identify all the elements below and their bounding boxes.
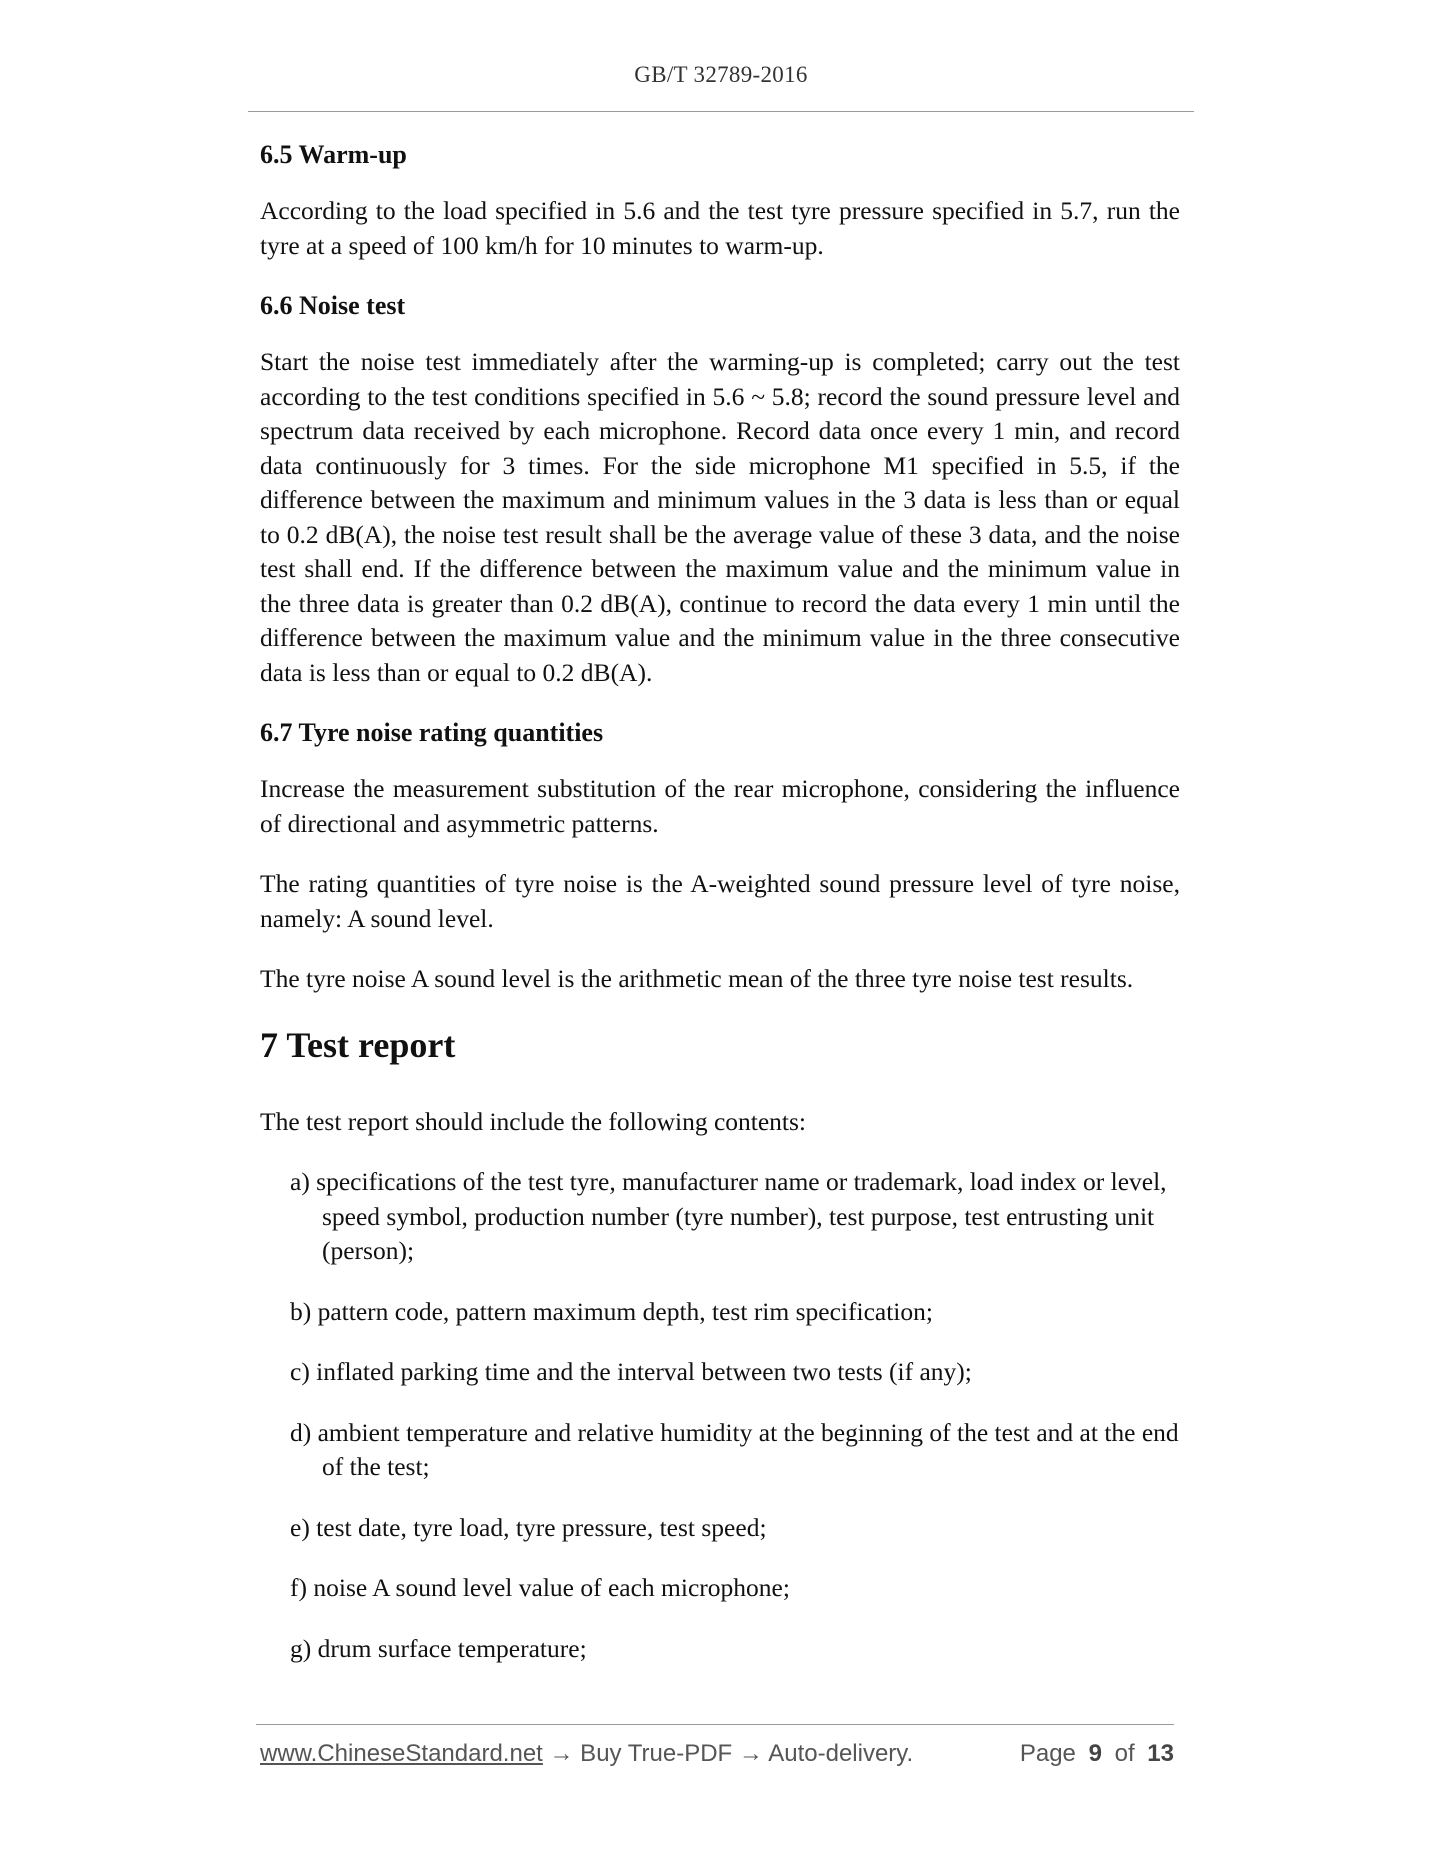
list-item: d) ambient temperature and relative humidity at the beginning of the test and at the end of the test; bbox=[290, 1417, 1179, 1481]
section-6-5-paragraph: According to the load specified in 5.6 and the test tyre pressure specified in 5.7, run the tyre at a speed of 100 km/h for 10 minutes to warm-up. bbox=[260, 196, 1180, 260]
footer-left bbox=[260, 1740, 913, 1768]
list-item: b) pattern code, pattern maximum depth, test rim specification; bbox=[290, 1296, 933, 1326]
footer-tagline: → Buy True-PDF → Auto-delivery. bbox=[542, 1740, 914, 1767]
section-6-7-paragraph-2: The rating quantities of tyre noise is the A-weighted sound pressure level of tyre noise, namely: A sound level. bbox=[260, 869, 1180, 933]
page-footer bbox=[260, 1740, 1174, 1768]
section-6-7-heading: 6.7 Tyre noise rating quantities bbox=[260, 718, 604, 747]
page-label: Page bbox=[1019, 1740, 1076, 1767]
section-6-5-heading: 6.5 Warm-up bbox=[260, 140, 407, 169]
document-body bbox=[260, 138, 1180, 1692]
list-item: g) drum surface temperature; bbox=[290, 1633, 587, 1663]
document-header: GB/T 32789-2016 bbox=[634, 62, 808, 87]
list-item: a) specifications of the test tyre, manufacturer name or trademark, load index or level, speed symbol, production number (tyre number), test purpose, test entrusting unit (person); bbox=[290, 1167, 1167, 1265]
section-6-6-paragraph: Start the noise test immediately after the warming-up is completed; carry out the test according to the test conditions specified in 5.6 ~ 5.8; record the sound pressure level and spectrum data received by each microphone. Record data once every 1 min, and record data continuously for 3 times. For the side microphone M1 specified in 5.5, if the difference between the maximum and minimum values in the 3 data is less than or equal to 0.2 dB(A), the noise test result shall be the average value of these 3 data, and the noise test shall end. If the difference between the maximum value and the minimum value in the three data is greater than 0.2 dB(A), continue to record the data every 1 min until the difference between the maximum value and the minimum value in the three consecutive data is less than or equal to 0.2 dB(A). bbox=[260, 347, 1180, 687]
page-total: 13 bbox=[1147, 1740, 1174, 1767]
section-7-heading: 7 Test report bbox=[260, 1024, 456, 1065]
header-divider bbox=[248, 111, 1194, 112]
section-6-7-paragraph-3: The tyre noise A sound level is the arithmetic mean of the three tyre noise test results. bbox=[260, 964, 1134, 993]
website-link[interactable]: www.ChineseStandard.net bbox=[260, 1740, 543, 1767]
list-item: e) test date, tyre load, tyre pressure, test speed; bbox=[290, 1512, 767, 1542]
footer-divider bbox=[256, 1724, 1174, 1725]
report-contents-list bbox=[260, 1165, 1180, 1666]
section-6-7-paragraph-1: Increase the measurement substitution of the rear microphone, considering the influence of directional and asymmetric patterns. bbox=[260, 774, 1180, 838]
of-label: of bbox=[1114, 1740, 1135, 1767]
list-item: c) inflated parking time and the interval between two tests (if any); bbox=[290, 1357, 972, 1386]
list-item: f) noise A sound level value of each microphone; bbox=[290, 1573, 790, 1602]
page-current: 9 bbox=[1088, 1740, 1102, 1767]
section-7-intro: The test report should include the following contents: bbox=[260, 1106, 807, 1136]
section-6-6-heading: 6.6 Noise test bbox=[260, 291, 406, 320]
page-indicator bbox=[1014, 1740, 1174, 1768]
